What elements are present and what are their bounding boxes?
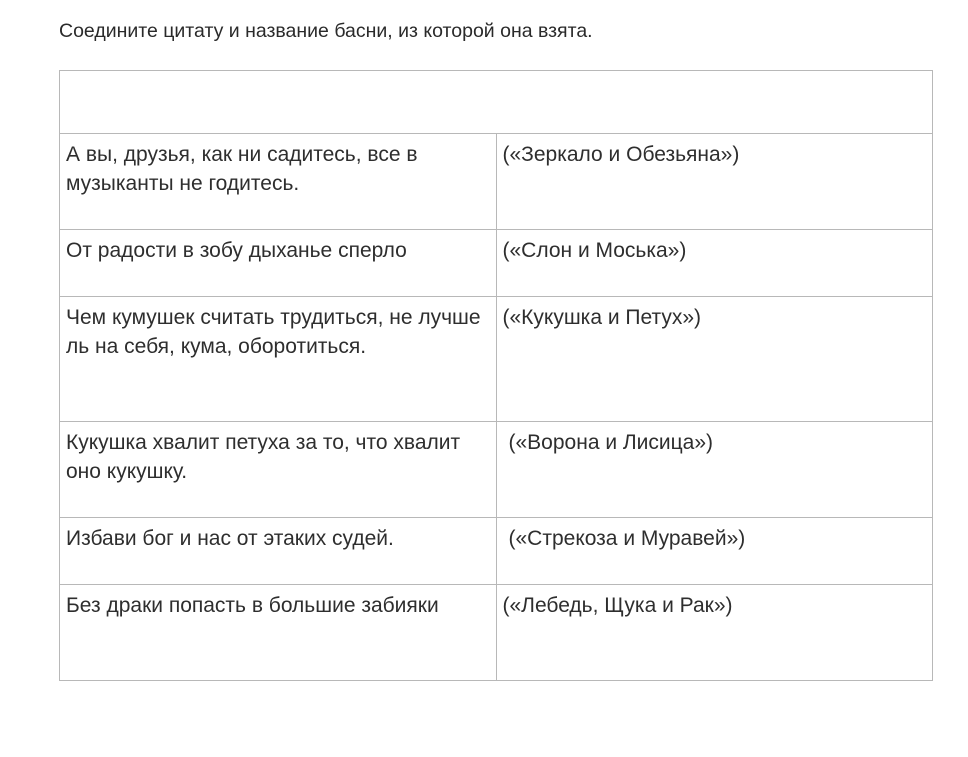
table-row [60, 518, 933, 585]
quote-cell: Избави бог и нас от этаких судей. [60, 518, 497, 585]
quote-cell: Без драки попасть в большие забияки [60, 585, 497, 681]
table-row [60, 422, 933, 518]
table-header-cell [60, 71, 933, 134]
fable-title-cell: («Зеркало и Обезьяна») [496, 134, 933, 230]
quote-cell: Чем кумушек считать трудиться, не лучше ль на себя, кума, оборотиться. [60, 297, 497, 422]
matching-table [59, 70, 933, 681]
fable-title-cell: («Слон и Моська») [496, 230, 933, 297]
fable-title-cell: («Лебедь, Щука и Рак») [496, 585, 933, 681]
table-row [60, 230, 933, 297]
quote-cell: Кукушка хвалит петуха за то, что хвалит оно кукушку. [60, 422, 497, 518]
fable-title-cell: («Ворона и Лисица») [496, 422, 933, 518]
table-row [60, 134, 933, 230]
task-title: Соедините цитату и название басни, из которой она взята. [59, 20, 593, 42]
fable-title-cell: («Кукушка и Петух») [496, 297, 933, 422]
quote-cell: А вы, друзья, как ни садитесь, все в музыканты не годитесь. [60, 134, 497, 230]
quote-cell: От радости в зобу дыханье сперло [60, 230, 497, 297]
table-header-row [60, 71, 933, 134]
table-row [60, 297, 933, 422]
table-row [60, 585, 933, 681]
fable-title-cell: («Стрекоза и Муравей») [496, 518, 933, 585]
